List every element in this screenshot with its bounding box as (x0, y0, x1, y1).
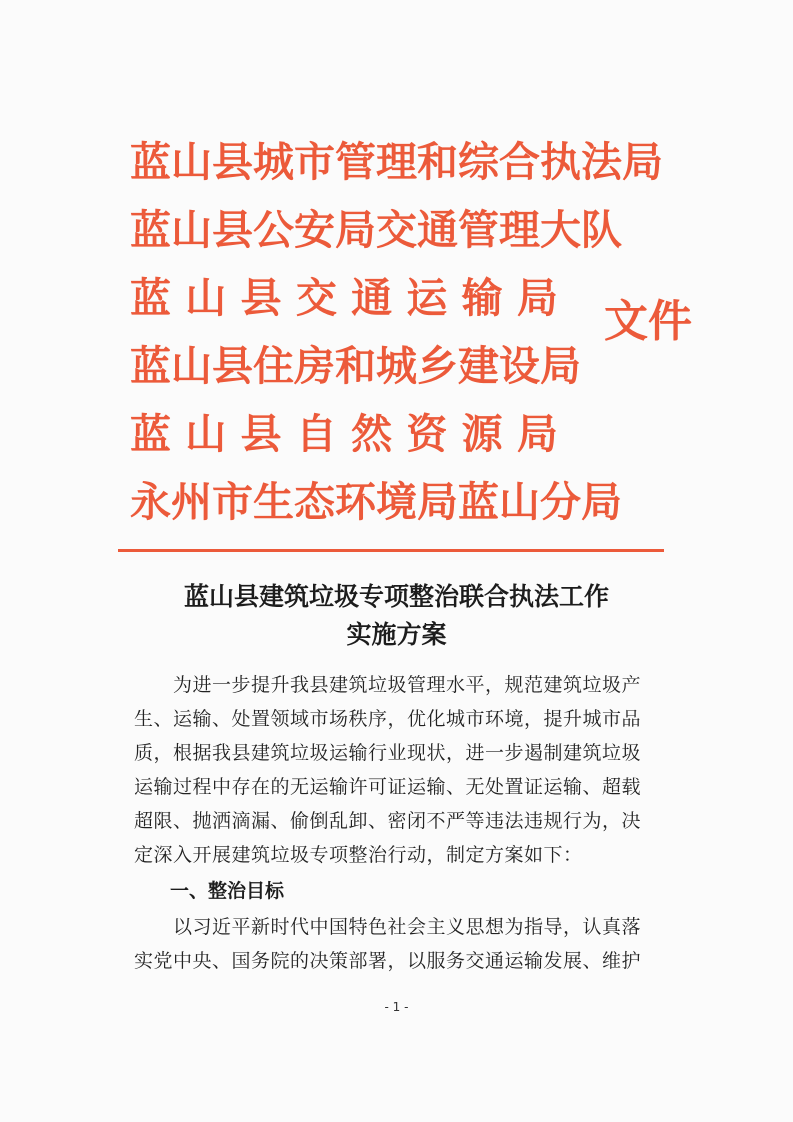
body-line: 为进一步提升我县建筑垃圾管理水平，规范建筑垃圾产 (134, 674, 642, 696)
document-title: 蓝山县建筑垃圾专项整治联合执法工作 (183, 582, 609, 611)
body-line: 以习近平新时代中国特色社会主义思想为指导，认真落 (134, 916, 642, 938)
issuer-line: 蓝山县公安局交通管理大队 (130, 206, 622, 254)
body-line: 运输过程中存在的无运输许可证运输、无处置证运输、超载 (134, 776, 642, 798)
body-line: 超限、抛洒滴漏、偷倒乱卸、密闭不严等违法违规行为，决 (134, 810, 642, 832)
issuer-line: 蓝山县城市管理和综合执法局 (130, 138, 663, 186)
document-title: 实施方案 (346, 620, 447, 649)
body-line: 实党中央、国务院的决策部署，以服务交通运输发展、维护 (134, 950, 642, 972)
document-suffix: 文件 (604, 296, 692, 347)
red-divider-line (118, 549, 664, 552)
issuer-line: 蓝 山 县 自 然 资 源 局 (130, 410, 558, 458)
body-line: 质，根据我县建筑垃圾运输行业现状，进一步遏制建筑垃圾 (134, 742, 642, 764)
issuer-line: 永州市生态环境局蓝山分局 (130, 478, 622, 526)
section-heading: 一、整治目标 (170, 880, 285, 902)
body-line: 生、运输、处置领域市场秩序，优化城市环境，提升城市品 (134, 708, 642, 730)
issuer-line: 蓝 山 县 交 通 运 输 局 (130, 274, 558, 322)
issuer-line: 蓝山县住房和城乡建设局 (130, 342, 581, 390)
body-line: 定深入开展建筑垃圾专项整治行动，制定方案如下： (134, 844, 583, 866)
page-number: - 1 - (384, 1000, 409, 1014)
